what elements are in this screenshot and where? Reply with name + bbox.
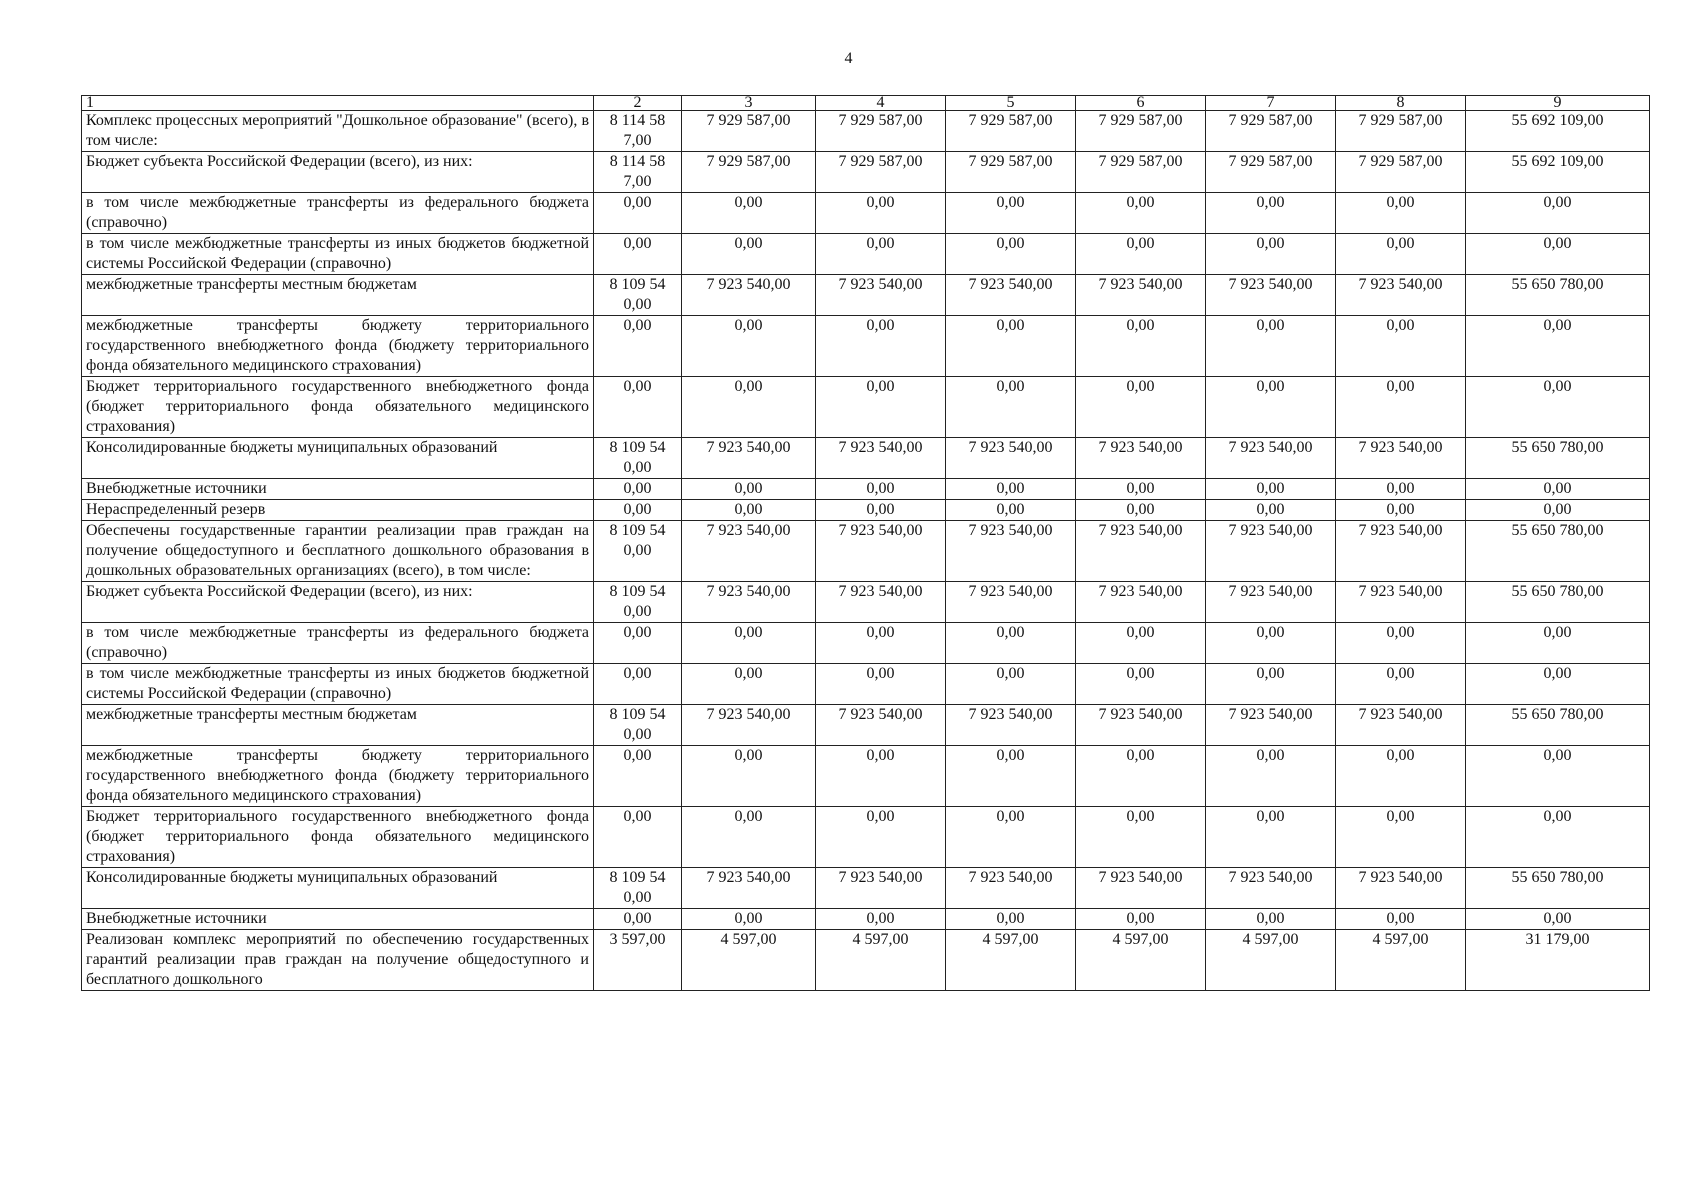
value-cell-col7: 7 929 587,00 [1206, 152, 1336, 193]
value-cell-col2: 0,00 [594, 500, 682, 521]
value-cell-col3: 0,00 [682, 479, 816, 500]
value-cell-col9: 55 650 780,00 [1466, 521, 1650, 582]
value-cell-col2: 8 114 587,00 [594, 111, 682, 152]
column-header-6: 6 [1076, 96, 1206, 111]
value-cell-col4: 0,00 [816, 500, 946, 521]
value-cell-col5: 0,00 [946, 623, 1076, 664]
value-cell-col5: 4 597,00 [946, 930, 1076, 991]
value-cell-col2: 0,00 [594, 193, 682, 234]
value-cell-col7: 0,00 [1206, 500, 1336, 521]
value-cell-col2: 0,00 [594, 377, 682, 438]
table-row [82, 705, 1650, 746]
value-cell-col6: 7 923 540,00 [1076, 438, 1206, 479]
value-cell-col3: 4 597,00 [682, 930, 816, 991]
table-row [82, 500, 1650, 521]
value-cell-col5: 7 923 540,00 [946, 868, 1076, 909]
value-cell-col3: 0,00 [682, 234, 816, 275]
value-cell-col7: 0,00 [1206, 807, 1336, 868]
value-cell-col9: 0,00 [1466, 377, 1650, 438]
value-cell-col2: 8 109 540,00 [594, 275, 682, 316]
value-cell-col5: 7 923 540,00 [946, 582, 1076, 623]
value-cell-col8: 4 597,00 [1336, 930, 1466, 991]
row-label: в том числе межбюджетные трансферты из иных бюджетов бюджетной системы Российской Федерации (справочно) [82, 664, 594, 705]
value-cell-col9: 0,00 [1466, 807, 1650, 868]
table-row [82, 807, 1650, 868]
value-cell-col5: 0,00 [946, 807, 1076, 868]
table-row [82, 111, 1650, 152]
value-cell-col7: 7 923 540,00 [1206, 521, 1336, 582]
value-cell-col7: 0,00 [1206, 623, 1336, 664]
value-cell-col9: 55 650 780,00 [1466, 582, 1650, 623]
row-label: Бюджет субъекта Российской Федерации (всего), из них: [82, 152, 594, 193]
value-cell-col5: 7 923 540,00 [946, 438, 1076, 479]
value-cell-col8: 0,00 [1336, 377, 1466, 438]
column-header-4: 4 [816, 96, 946, 111]
row-label: Бюджет территориального государственного внебюджетного фонда (бюджет территориального фонда обязательного медицинского страхования) [82, 807, 594, 868]
value-cell-col8: 0,00 [1336, 909, 1466, 930]
value-cell-col5: 0,00 [946, 909, 1076, 930]
value-cell-col3: 0,00 [682, 664, 816, 705]
value-cell-col7: 7 923 540,00 [1206, 438, 1336, 479]
value-cell-col6: 0,00 [1076, 234, 1206, 275]
value-cell-col3: 7 923 540,00 [682, 521, 816, 582]
table-row [82, 377, 1650, 438]
value-cell-col9: 0,00 [1466, 623, 1650, 664]
value-cell-col4: 0,00 [816, 234, 946, 275]
header-row [82, 96, 1650, 111]
value-cell-col9: 0,00 [1466, 746, 1650, 807]
value-cell-col8: 7 923 540,00 [1336, 705, 1466, 746]
value-cell-col8: 0,00 [1336, 664, 1466, 705]
value-cell-col3: 7 929 587,00 [682, 111, 816, 152]
value-cell-col3: 7 923 540,00 [682, 275, 816, 316]
table-row [82, 909, 1650, 930]
value-cell-col8: 7 923 540,00 [1336, 438, 1466, 479]
value-cell-col9: 31 179,00 [1466, 930, 1650, 991]
value-cell-col3: 0,00 [682, 193, 816, 234]
value-cell-col9: 0,00 [1466, 479, 1650, 500]
value-cell-col3: 0,00 [682, 807, 816, 868]
value-cell-col4: 0,00 [816, 664, 946, 705]
value-cell-col2: 0,00 [594, 234, 682, 275]
column-header-3: 3 [682, 96, 816, 111]
value-cell-col7: 0,00 [1206, 234, 1336, 275]
value-cell-col2: 8 109 540,00 [594, 868, 682, 909]
value-cell-col8: 0,00 [1336, 746, 1466, 807]
value-cell-col4: 4 597,00 [816, 930, 946, 991]
value-cell-col2: 8 109 540,00 [594, 582, 682, 623]
value-cell-col3: 0,00 [682, 746, 816, 807]
value-cell-col8: 7 929 587,00 [1336, 152, 1466, 193]
value-cell-col4: 7 929 587,00 [816, 152, 946, 193]
value-cell-col8: 7 923 540,00 [1336, 275, 1466, 316]
value-cell-col8: 0,00 [1336, 500, 1466, 521]
value-cell-col3: 7 923 540,00 [682, 705, 816, 746]
value-cell-col7: 0,00 [1206, 479, 1336, 500]
row-label: Внебюджетные источники [82, 479, 594, 500]
value-cell-col6: 7 923 540,00 [1076, 868, 1206, 909]
value-cell-col9: 55 692 109,00 [1466, 111, 1650, 152]
value-cell-col8: 0,00 [1336, 623, 1466, 664]
value-cell-col9: 55 650 780,00 [1466, 705, 1650, 746]
value-cell-col5: 0,00 [946, 234, 1076, 275]
value-cell-col3: 0,00 [682, 316, 816, 377]
value-cell-col9: 0,00 [1466, 664, 1650, 705]
row-label: в том числе межбюджетные трансферты из федерального бюджета (справочно) [82, 193, 594, 234]
value-cell-col6: 0,00 [1076, 193, 1206, 234]
value-cell-col6: 0,00 [1076, 909, 1206, 930]
column-header-1: 1 [82, 96, 594, 111]
value-cell-col7: 0,00 [1206, 664, 1336, 705]
value-cell-col9: 0,00 [1466, 909, 1650, 930]
value-cell-col2: 0,00 [594, 623, 682, 664]
table-row [82, 438, 1650, 479]
value-cell-col4: 0,00 [816, 193, 946, 234]
value-cell-col4: 0,00 [816, 807, 946, 868]
value-cell-col3: 0,00 [682, 377, 816, 438]
value-cell-col5: 7 929 587,00 [946, 111, 1076, 152]
table-row [82, 193, 1650, 234]
budget-table [81, 95, 1650, 991]
value-cell-col5: 0,00 [946, 316, 1076, 377]
row-label: Внебюджетные источники [82, 909, 594, 930]
table-row [82, 664, 1650, 705]
value-cell-col6: 0,00 [1076, 479, 1206, 500]
value-cell-col8: 7 923 540,00 [1336, 868, 1466, 909]
value-cell-col6: 7 923 540,00 [1076, 275, 1206, 316]
value-cell-col3: 7 923 540,00 [682, 868, 816, 909]
value-cell-col5: 0,00 [946, 193, 1076, 234]
value-cell-col7: 7 923 540,00 [1206, 582, 1336, 623]
value-cell-col5: 0,00 [946, 500, 1076, 521]
value-cell-col7: 0,00 [1206, 377, 1336, 438]
value-cell-col7: 7 923 540,00 [1206, 868, 1336, 909]
row-label: Комплекс процессных мероприятий "Дошкольное образование" (всего), в том числе: [82, 111, 594, 152]
value-cell-col8: 0,00 [1336, 193, 1466, 234]
value-cell-col3: 7 923 540,00 [682, 438, 816, 479]
column-header-8: 8 [1336, 96, 1466, 111]
value-cell-col6: 0,00 [1076, 316, 1206, 377]
value-cell-col2: 0,00 [594, 909, 682, 930]
value-cell-col3: 7 923 540,00 [682, 582, 816, 623]
value-cell-col9: 0,00 [1466, 234, 1650, 275]
value-cell-col6: 0,00 [1076, 746, 1206, 807]
value-cell-col7: 0,00 [1206, 746, 1336, 807]
value-cell-col9: 0,00 [1466, 193, 1650, 234]
column-header-2: 2 [594, 96, 682, 111]
value-cell-col2: 8 109 540,00 [594, 521, 682, 582]
value-cell-col3: 0,00 [682, 500, 816, 521]
value-cell-col2: 0,00 [594, 807, 682, 868]
row-label: в том числе межбюджетные трансферты из иных бюджетов бюджетной системы Российской Федерации (справочно) [82, 234, 594, 275]
row-label: межбюджетные трансферты бюджету территориального государственного внебюджетного фонда (бюджету территориального фонда обязательного медицинского страхования) [82, 316, 594, 377]
row-label: Обеспечены государственные гарантии реализации прав граждан на получение общедоступного и бесплатного дошкольного образования в дошкольных образовательных организациях (всего), в том числе: [82, 521, 594, 582]
value-cell-col4: 0,00 [816, 746, 946, 807]
value-cell-col9: 0,00 [1466, 316, 1650, 377]
value-cell-col3: 7 929 587,00 [682, 152, 816, 193]
row-label: Консолидированные бюджеты муниципальных образований [82, 868, 594, 909]
value-cell-col4: 0,00 [816, 909, 946, 930]
column-header-5: 5 [946, 96, 1076, 111]
value-cell-col8: 7 923 540,00 [1336, 582, 1466, 623]
value-cell-col6: 0,00 [1076, 377, 1206, 438]
value-cell-col7: 0,00 [1206, 316, 1336, 377]
value-cell-col2: 0,00 [594, 316, 682, 377]
value-cell-col2: 0,00 [594, 746, 682, 807]
value-cell-col5: 0,00 [946, 664, 1076, 705]
value-cell-col5: 7 923 540,00 [946, 275, 1076, 316]
table-row [82, 623, 1650, 664]
value-cell-col7: 0,00 [1206, 193, 1336, 234]
column-header-7: 7 [1206, 96, 1336, 111]
table-body [82, 96, 1650, 991]
value-cell-col4: 7 923 540,00 [816, 868, 946, 909]
row-label: Консолидированные бюджеты муниципальных образований [82, 438, 594, 479]
row-label: Бюджет территориального государственного внебюджетного фонда (бюджет территориального фонда обязательного медицинского страхования) [82, 377, 594, 438]
row-label: Нераспределенный резерв [82, 500, 594, 521]
value-cell-col4: 0,00 [816, 623, 946, 664]
value-cell-col7: 7 929 587,00 [1206, 111, 1336, 152]
value-cell-col5: 7 923 540,00 [946, 705, 1076, 746]
value-cell-col7: 0,00 [1206, 909, 1336, 930]
value-cell-col8: 7 929 587,00 [1336, 111, 1466, 152]
value-cell-col9: 55 650 780,00 [1466, 275, 1650, 316]
value-cell-col4: 0,00 [816, 479, 946, 500]
value-cell-col6: 4 597,00 [1076, 930, 1206, 991]
value-cell-col6: 7 929 587,00 [1076, 111, 1206, 152]
value-cell-col9: 0,00 [1466, 500, 1650, 521]
value-cell-col6: 7 923 540,00 [1076, 705, 1206, 746]
value-cell-col8: 0,00 [1336, 807, 1466, 868]
value-cell-col8: 7 923 540,00 [1336, 521, 1466, 582]
table-row [82, 521, 1650, 582]
value-cell-col2: 3 597,00 [594, 930, 682, 991]
row-label: межбюджетные трансферты местным бюджетам [82, 275, 594, 316]
value-cell-col4: 0,00 [816, 377, 946, 438]
value-cell-col8: 0,00 [1336, 316, 1466, 377]
table-row [82, 746, 1650, 807]
value-cell-col2: 8 109 540,00 [594, 705, 682, 746]
value-cell-col2: 0,00 [594, 664, 682, 705]
value-cell-col8: 0,00 [1336, 234, 1466, 275]
value-cell-col8: 0,00 [1336, 479, 1466, 500]
value-cell-col2: 8 109 540,00 [594, 438, 682, 479]
value-cell-col6: 7 923 540,00 [1076, 521, 1206, 582]
table-row [82, 582, 1650, 623]
value-cell-col7: 4 597,00 [1206, 930, 1336, 991]
value-cell-col7: 7 923 540,00 [1206, 705, 1336, 746]
value-cell-col4: 0,00 [816, 316, 946, 377]
value-cell-col3: 0,00 [682, 623, 816, 664]
value-cell-col4: 7 923 540,00 [816, 521, 946, 582]
value-cell-col6: 7 929 587,00 [1076, 152, 1206, 193]
table-row [82, 930, 1650, 991]
value-cell-col4: 7 929 587,00 [816, 111, 946, 152]
table-row [82, 479, 1650, 500]
table-row [82, 234, 1650, 275]
value-cell-col2: 8 114 587,00 [594, 152, 682, 193]
value-cell-col5: 0,00 [946, 377, 1076, 438]
table-row [82, 275, 1650, 316]
value-cell-col4: 7 923 540,00 [816, 705, 946, 746]
row-label: межбюджетные трансферты бюджету территориального государственного внебюджетного фонда (бюджету территориального фонда обязательного медицинского страхования) [82, 746, 594, 807]
value-cell-col2: 0,00 [594, 479, 682, 500]
value-cell-col6: 0,00 [1076, 807, 1206, 868]
table-row [82, 868, 1650, 909]
value-cell-col4: 7 923 540,00 [816, 582, 946, 623]
value-cell-col9: 55 650 780,00 [1466, 868, 1650, 909]
value-cell-col5: 7 923 540,00 [946, 521, 1076, 582]
value-cell-col5: 0,00 [946, 479, 1076, 500]
page-number: 4 [844, 50, 853, 67]
value-cell-col3: 0,00 [682, 909, 816, 930]
value-cell-col5: 7 929 587,00 [946, 152, 1076, 193]
value-cell-col6: 7 923 540,00 [1076, 582, 1206, 623]
value-cell-col6: 0,00 [1076, 623, 1206, 664]
value-cell-col9: 55 692 109,00 [1466, 152, 1650, 193]
value-cell-col6: 0,00 [1076, 664, 1206, 705]
row-label: Реализован комплекс мероприятий по обеспечению государственных гарантий реализации прав граждан на получение общедоступного и бесплатного дошкольного [82, 930, 594, 991]
value-cell-col4: 7 923 540,00 [816, 275, 946, 316]
table-row [82, 152, 1650, 193]
value-cell-col6: 0,00 [1076, 500, 1206, 521]
row-label: Бюджет субъекта Российской Федерации (всего), из них: [82, 582, 594, 623]
column-header-9: 9 [1466, 96, 1650, 111]
table-row [82, 316, 1650, 377]
value-cell-col9: 55 650 780,00 [1466, 438, 1650, 479]
row-label: межбюджетные трансферты местным бюджетам [82, 705, 594, 746]
value-cell-col4: 7 923 540,00 [816, 438, 946, 479]
value-cell-col7: 7 923 540,00 [1206, 275, 1336, 316]
value-cell-col5: 0,00 [946, 746, 1076, 807]
row-label: в том числе межбюджетные трансферты из федерального бюджета (справочно) [82, 623, 594, 664]
